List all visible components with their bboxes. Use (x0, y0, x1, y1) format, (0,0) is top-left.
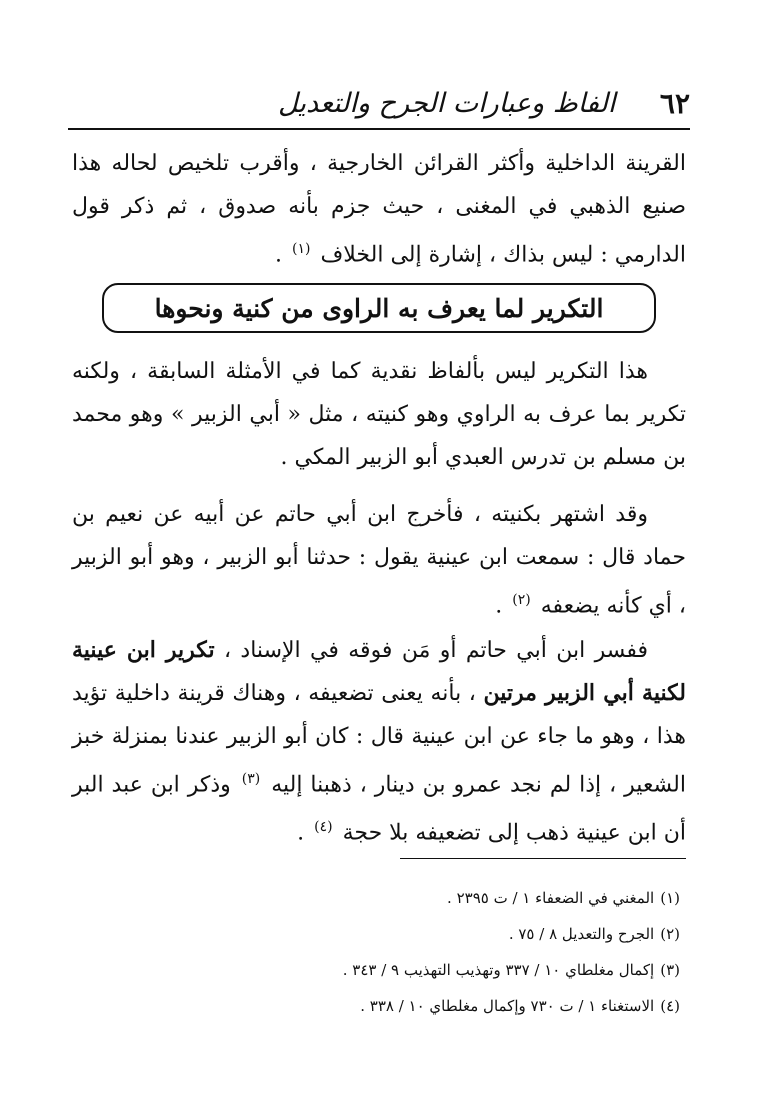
paragraph-1-text: القرينة الداخلية وأكثر القرائن الخارجية ، وأقرب تلخيص لحاله هذا صنيع الذهبي في المغنى ، حيث جزم بأنه صدوق ، ثم ذكر قول الدارمي : ليس بذاك ، إشارة إلى الخلاف (72, 151, 686, 268)
paragraph-1 (72, 142, 686, 276)
footnote-divider (400, 858, 686, 859)
section-heading-text: التكرير لما يعرف به الراوى من كنية ونحوها (154, 293, 604, 323)
paragraph-3-end: . (495, 593, 510, 619)
footnote-3 (72, 952, 680, 988)
paragraph-2-text: هذا التكرير ليس بألفاظ نقدية كما في الأمثلة السابقة ، ولكنه تكرير بما عرف به الراوي وهو كنيته ، مثل « أبي الزبير » وهو محمد بن مسلم بن تدرس العبدي أبو الزبير المكي . (72, 359, 686, 470)
footnote-4-text: الاستغناء ١ / ت ٧٣٠ وإكمال مغلطاي ١٠ / ٣٣٨ . (360, 997, 655, 1015)
footnote-ref-2[interactable]: (٢) (512, 592, 531, 608)
footnote-ref-3[interactable]: (٣) (241, 771, 261, 787)
footnote-1-text: المغني في الضعفاء ١ / ت ٢٣٩٥ . (447, 889, 655, 907)
footnote-ref-4[interactable]: (٤) (314, 819, 333, 836)
footnote-3-number: (٣) (660, 961, 680, 979)
footnote-1-number: (١) (660, 889, 680, 907)
section-heading (102, 283, 656, 333)
footnote-2-text: الجرح والتعديل ٨ / ٧٥ . (508, 925, 655, 943)
footnotes (72, 880, 680, 1024)
paragraph-4 (72, 629, 686, 855)
footnote-3-text: إكمال مغلطاي ١٠ / ٣٣٧ وتهذيب التهذيب ٩ / ٣٤٣ . (342, 961, 655, 979)
paragraph-3-text: وقد اشتهر بكنيته ، فأخرج ابن أبي حاتم عن أبيه عن نعيم بن حماد قال : سمعت ابن عينية يقول : حدثنا أبو الزبير ، وهو أبو الزبير ، أي كأنه يضعفه (72, 502, 686, 619)
paragraph-4-middle: ، بأنه يعنى تضعيفه ، وهناك قرينة داخلية تؤيد هذا ، وهو ما جاء عن ابن عينية قال : كان أبو الزبير عندنا بمنزلة خبز الشعير ، إذا لم نجد عمرو بن دينار ، ذهبنا إليه (72, 681, 686, 798)
running-title: الفاظ وعبارات الجرح والتعديل (278, 87, 616, 119)
page-number: ٦٢ (659, 86, 690, 120)
paragraph-4-end: . (297, 820, 312, 846)
footnote-ref-1[interactable]: (١) (292, 241, 311, 257)
paragraph-4-before: ففسر ابن أبي حاتم أو مَن فوقه في الإسناد ، (214, 638, 648, 663)
paragraph-1-end: . (275, 242, 290, 268)
paragraph-4-after: وذكر ابن عبد البر أن ابن عينية ذهب إلى تضعيفه بلا حجة (72, 772, 686, 846)
paragraph-4-bold: تكرير ابن عينية لكنية أبي الزبير مرتين (72, 637, 686, 706)
footnote-2 (72, 916, 680, 952)
paragraph-3 (72, 493, 686, 627)
paragraph-2 (72, 350, 686, 479)
footnote-1 (72, 880, 680, 916)
footnote-2-number: (٢) (660, 925, 680, 943)
footnote-4 (72, 988, 680, 1024)
footnote-4-number: (٤) (660, 997, 680, 1015)
page-header (68, 78, 690, 130)
